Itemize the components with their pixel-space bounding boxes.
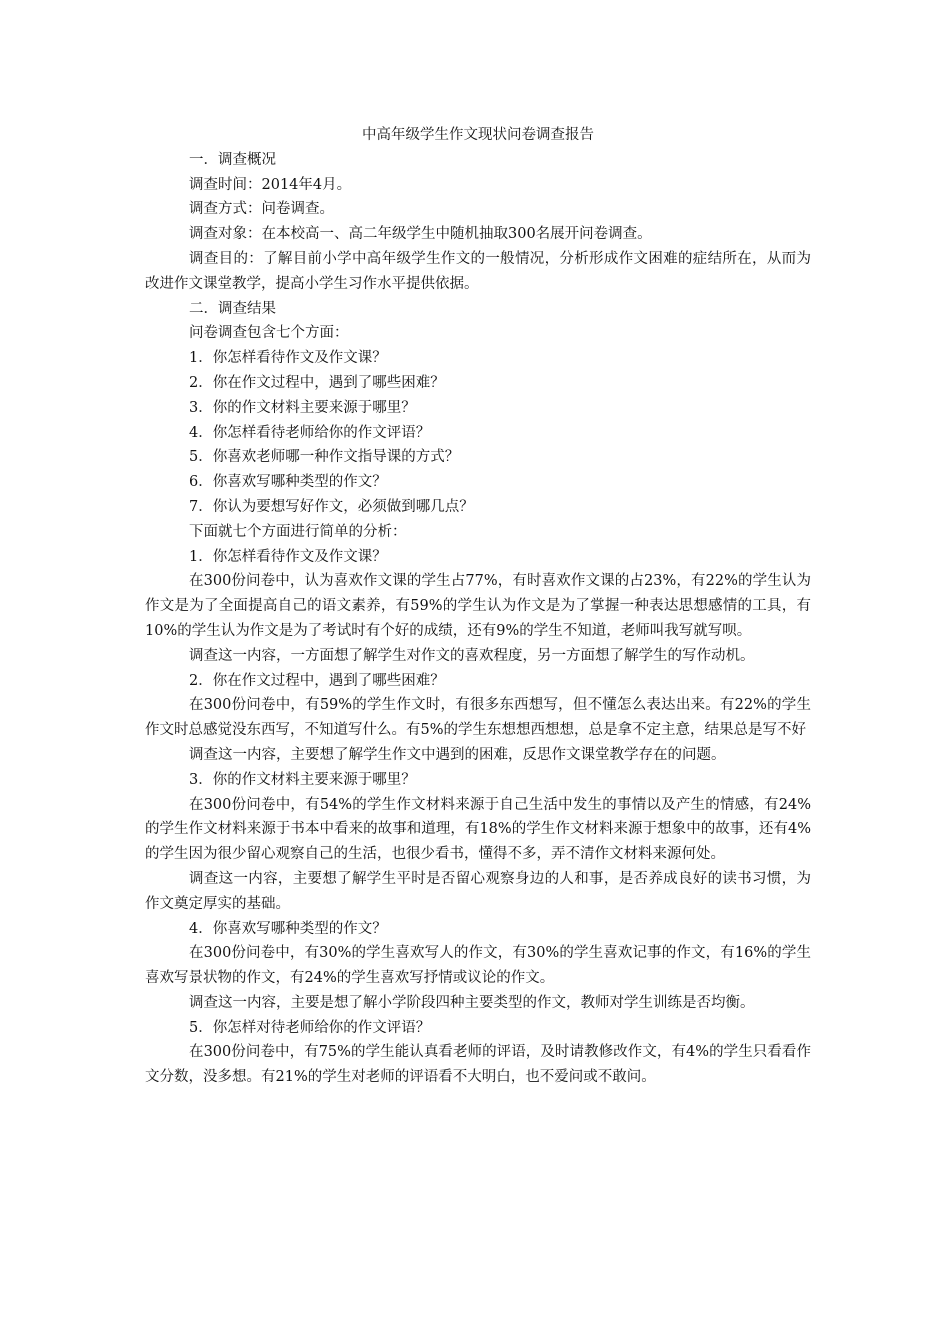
paragraph: 5．你喜欢老师哪一种作文指导课的方式？ [189,449,460,466]
paragraph: 4．你怎样看待老师给你的作文评语？ [189,424,431,441]
paragraph: 调查目的：了解目前小学中高年级学生作文的一般情况，分析形成作文困难的症结所在，从而为改进作文课堂教学，提高小学生习作水平提供依据。 [145,250,811,292]
paragraph: 在300份问卷中，有75%的学生能认真看老师的评语，及时请教修改作文，有4%的学生只看看作文分数，没多想。有21%的学生对老师的评语看不大明白，也不爱问或不敢问。 [145,1044,811,1086]
paragraph: 调查方式：问卷调查。 [189,201,334,218]
paragraph: 2．你在作文过程中，遇到了哪些困难？ [189,672,445,689]
paragraph: 在300份问卷中，认为喜欢作文课的学生占77%，有时喜欢作文课的占23%，有22%的学生认为作文是为了全面提高自己的语文素养，有59%的学生认为作文是为了掌握一种表达思想感情的工具，有10%的学生认为作文是为了考试时有个好的成绩，还有9%的学生不知道，老师叫我写就写呗。 [145,573,811,639]
paragraph: 问卷调查包含七个方面： [189,325,349,342]
paragraph: 在300份问卷中，有54%的学生作文材料来源于自己生活中发生的事情以及产生的情感，有24%的学生作文材料来源于书本中看来的故事和道理，有18%的学生作文材料来源于想象中的故事，还有4%的学生因为很少留心观察自己的生活，也很少看书，懂得不多，弄不清作文材料来源何处。 [145,796,811,863]
paragraph: 1．你怎样看待作文及作文课？ [189,548,387,565]
paragraph: 5．你怎样对待老师给你的作文评语？ [189,1019,431,1036]
paragraph: 调查时间：2014年4月。 [189,176,352,193]
document-body [145,148,811,1090]
paragraph: 二．调查结果 [189,300,276,317]
paragraph: 2．你在作文过程中，遇到了哪些困难？ [189,374,445,391]
paragraph: 调查这一内容，主要想了解学生平时是否留心观察身边的人和事，是否养成良好的读书习惯，为作文奠定厚实的基础。 [145,870,811,912]
paragraph: 调查对象：在本校高一、高二年级学生中随机抽取300名展开问卷调查。 [189,226,652,243]
document-title: 中高年级学生作文现状问卷调查报告 [362,127,594,143]
paragraph: 在300份问卷中，有59%的学生作文时，有很多东西想写，但不懂怎么表达出来。有22%的学生作文时总感觉没东西写，不知道写什么。有5%的学生东想想西想想，总是拿不定主意，结果总是写不好 [145,697,811,739]
paragraph: 1．你怎样看待作文及作文课？ [189,350,387,367]
paragraph: 下面就七个方面进行简单的分析： [189,523,407,540]
paragraph: 调查这一内容，主要想了解学生作文中遇到的困难，反思作文课堂教学存在的问题。 [189,746,726,763]
paragraph: 在300份问卷中，有30%的学生喜欢写人的作文，有30%的学生喜欢记事的作文，有16%的学生喜欢写景状物的作文，有24%的学生喜欢写抒情或议论的作文。 [145,945,811,987]
paragraph: 7．你认为要想写好作文，必须做到哪几点？ [189,498,474,515]
paragraph: 4．你喜欢写哪种类型的作文？ [189,920,387,937]
paragraph: 6．你喜欢写哪种类型的作文？ [189,474,387,491]
paragraph: 一．调查概况 [189,151,276,168]
paragraph: 3．你的作文材料主要来源于哪里？ [189,771,416,788]
paragraph: 调查这一内容，一方面想了解学生对作文的喜欢程度，另一方面想了解学生的写作动机。 [189,647,755,664]
document-page [145,123,811,1090]
paragraph: 调查这一内容，主要是想了解小学阶段四种主要类型的作文，教师对学生训练是否均衡。 [189,994,755,1011]
paragraph: 3．你的作文材料主要来源于哪里？ [189,399,416,416]
